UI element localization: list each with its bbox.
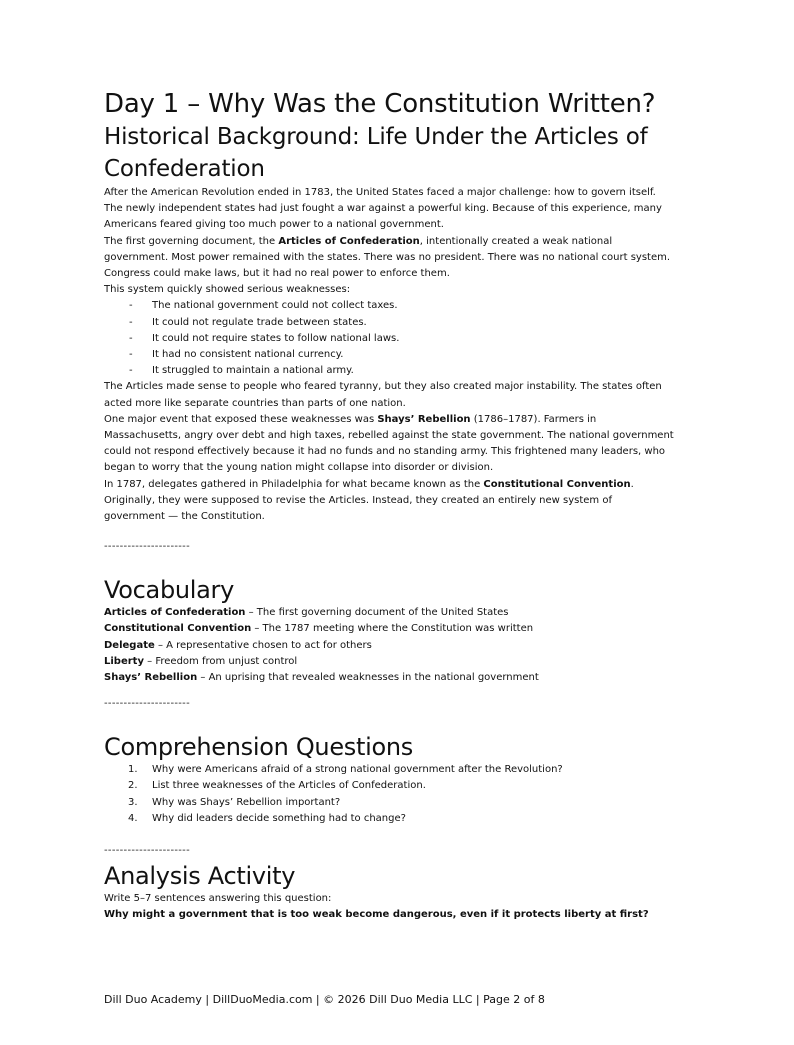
vocab-term: Shays’ Rebellion <box>104 672 198 684</box>
list-item <box>104 778 674 794</box>
question-text: Why did leaders decide something had to change? <box>152 812 406 824</box>
bullet-mark: - <box>129 349 133 361</box>
paragraph-convention <box>104 477 674 526</box>
list-item-text: It could not require states to follow national laws. <box>152 332 400 344</box>
vocab-definition: – The first governing document of the United States <box>245 607 509 619</box>
analysis-instruction: Write 5–7 sentences answering this question: <box>104 893 332 905</box>
question-text: List three weaknesses of the Articles of Confederation. <box>152 780 426 792</box>
question-number: 4. <box>128 812 138 824</box>
document-page <box>104 88 674 924</box>
list-item <box>104 331 674 347</box>
bullet-mark: - <box>129 365 133 377</box>
list-item <box>104 347 674 363</box>
section-subtitle: Historical Background: Life Under the Articles of Confederation <box>104 124 648 182</box>
vocab-definition: – Freedom from unjust control <box>143 655 298 667</box>
section-divider: ---------------------- <box>104 845 190 857</box>
paragraph-intro: After the American Revolution ended in 1783, the United States faced a major challenge: how to govern itself. The newly independent states had just fought a war against a powerful king. Because of this experience, many Americans feared giving too much power to a national government. <box>104 187 662 231</box>
list-item <box>104 298 674 314</box>
question-text: Why was Shays’ Rebellion important? <box>152 796 341 808</box>
text: In 1787, delegates gathered in Philadelphia for what became known as the <box>104 478 484 490</box>
text: . Originally, they were supposed to revise the Articles. Instead, they created an entirely new system of government — the Constitution. <box>104 478 634 523</box>
vocab-item <box>104 605 674 621</box>
vocab-definition: – A representative chosen to act for others <box>154 639 372 651</box>
page-title: Day 1 – Why Was the Constitution Written? <box>104 89 656 119</box>
question-number: 3. <box>128 796 138 808</box>
question-number: 1. <box>128 764 138 776</box>
vocab-term: Liberty <box>104 655 144 667</box>
comprehension-heading: Comprehension Questions <box>104 733 413 762</box>
paragraph-articles <box>104 234 674 283</box>
text: , intentionally created a weak national government. Most power remained with the states. There was no president. There was no national court system. Congress could make laws, but it had no real power to enforce them. <box>104 235 671 280</box>
list-item <box>104 315 674 331</box>
vocab-definition: – The 1787 meeting where the Constitution was written <box>251 623 534 635</box>
paragraph-instability: The Articles made sense to people who feared tyranny, but they also created major instability. The states often acted more like separate countries than parts of one nation. <box>104 381 662 409</box>
vocab-item <box>104 654 674 670</box>
bullet-mark: - <box>129 316 133 328</box>
paragraph-shays <box>104 412 674 477</box>
bullet-mark: - <box>129 332 133 344</box>
list-item-text: It had no consistent national currency. <box>152 349 344 361</box>
text: (1786–1787). Farmers in Massachusetts, angry over debt and high taxes, rebelled against the state government. The national government could not respond effectively because it had no funds and no standing army. This frightened many leaders, who began to worry that the young nation might collapse into disorder or division. <box>104 413 674 474</box>
list-item-text: It struggled to maintain a national army. <box>152 365 354 377</box>
list-item <box>104 762 674 778</box>
section-divider: ---------------------- <box>104 541 190 553</box>
vocab-item <box>104 638 674 654</box>
list-item <box>104 811 674 827</box>
vocab-term: Delegate <box>104 639 155 651</box>
question-number: 2. <box>128 780 138 792</box>
question-text: Why were Americans afraid of a strong national government after the Revolution? <box>152 764 563 776</box>
vocab-definition: – An uprising that revealed weaknesses in the national government <box>197 672 539 684</box>
list-item-text: It could not regulate trade between states. <box>152 316 367 328</box>
vocabulary-heading: Vocabulary <box>104 576 235 605</box>
bold-term: Constitutional Convention <box>483 478 631 490</box>
vocabulary-list <box>104 605 674 686</box>
comprehension-list <box>104 762 674 827</box>
bullet-mark: - <box>129 300 133 312</box>
page-footer: Dill Duo Academy | DillDuoMedia.com | © 2026 Dill Duo Media LLC | Page 2 of 8 <box>104 993 545 1006</box>
list-item-text: The national government could not collect taxes. <box>152 300 398 312</box>
text: The first governing document, the <box>104 235 279 247</box>
analysis-question: Why might a government that is too weak become dangerous, even if it protects liberty at first? <box>104 909 649 921</box>
vocab-term: Constitutional Convention <box>104 623 252 635</box>
bold-term: Shays’ Rebellion <box>377 413 471 425</box>
text: One major event that exposed these weaknesses was <box>104 413 378 425</box>
list-item <box>104 795 674 811</box>
weaknesses-list <box>104 298 674 379</box>
paragraph-weaknesses-intro: This system quickly showed serious weaknesses: <box>104 284 351 296</box>
vocab-item <box>104 621 674 637</box>
vocab-item <box>104 670 674 686</box>
list-item <box>104 363 674 379</box>
analysis-heading: Analysis Activity <box>104 862 296 891</box>
section-divider: ---------------------- <box>104 698 190 710</box>
bold-term: Articles of Confederation <box>278 235 420 247</box>
vocab-term: Articles of Confederation <box>104 607 246 619</box>
